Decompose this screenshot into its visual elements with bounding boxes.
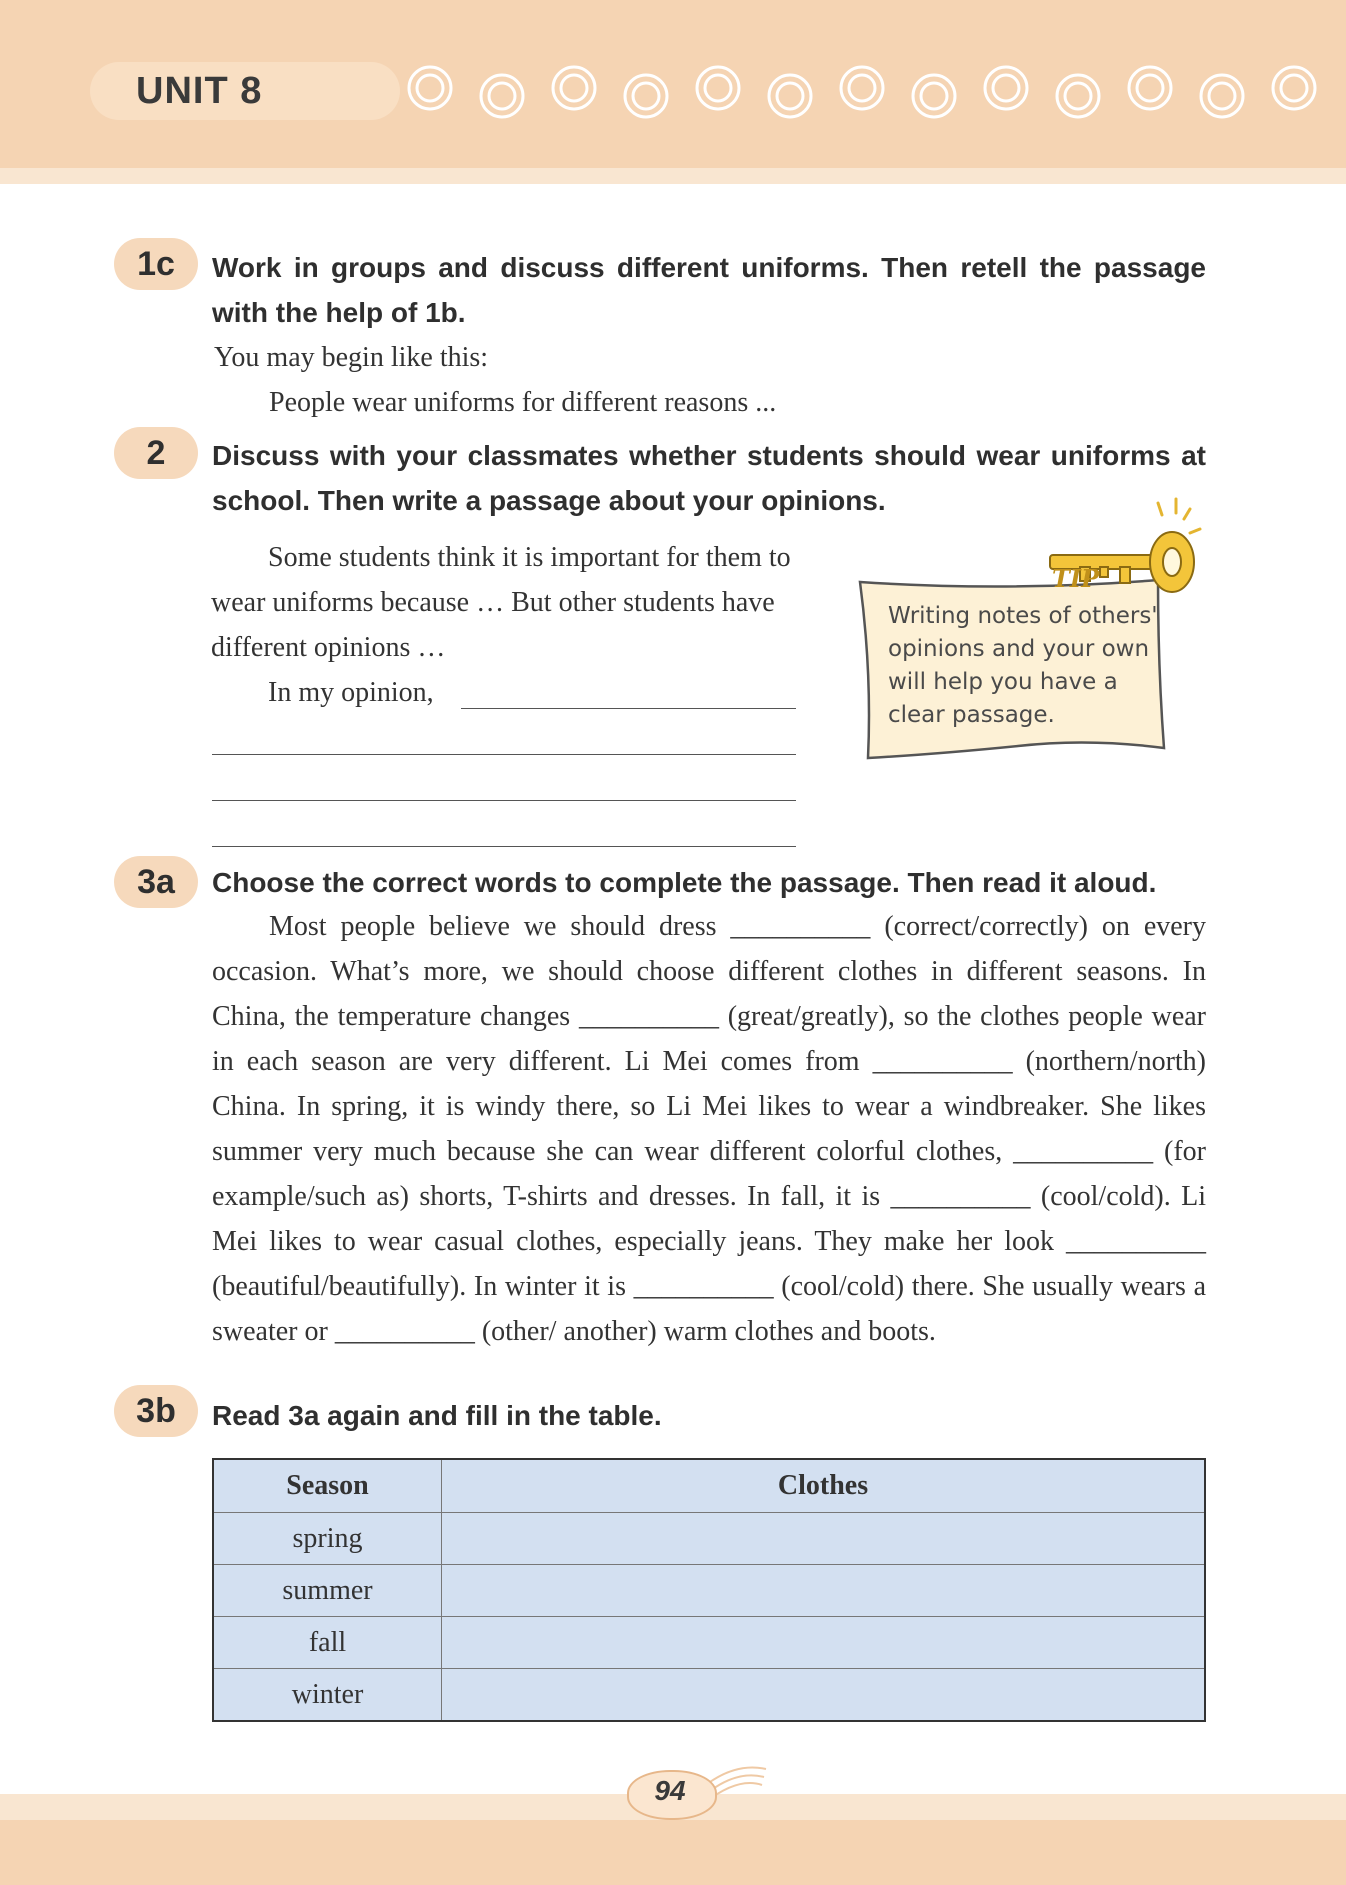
writing-blank-2[interactable]	[212, 754, 796, 755]
season-clothes-table	[212, 1458, 1206, 1722]
table-row	[213, 1513, 1205, 1565]
tip-text: Writing notes of others' opinions and your own will help you have a clear passage.	[888, 603, 1158, 728]
section-badge-1c: 1c	[114, 238, 198, 290]
table-row	[213, 1617, 1205, 1669]
table-cell-clothes-input[interactable]	[442, 1617, 1206, 1669]
section-3b-instruction: Read 3a again and fill in the table.	[212, 1400, 662, 1431]
section-badge-2: 2	[114, 427, 198, 479]
table-header-season: Season	[213, 1459, 442, 1513]
ring-decoration-icon	[400, 60, 1346, 130]
section-badge-3b: 3b	[114, 1385, 198, 1437]
key-icon	[1040, 495, 1210, 615]
section-3a-instruction: Choose the correct words to complete the passage. Then read it aloud.	[212, 867, 1157, 898]
page-number: 94	[654, 1775, 686, 1806]
table-row	[213, 1669, 1205, 1722]
writing-blank-4[interactable]	[212, 846, 796, 847]
table-header-row	[213, 1459, 1205, 1513]
table-cell-season: summer	[213, 1565, 442, 1617]
section-1c-instruction: Work in groups and discuss different uniforms. Then retell the passage with the help of 1b.	[212, 252, 1206, 328]
section-2-line-3: different opinions …	[211, 632, 446, 663]
section-3a-passage: Most people believe we should dress __________ (correct/correctly) on every occasion. What’s more, we should choose different clothes in different seasons. In China, the temperature changes __________ (great/greatly), so the clothes people wear in each season are very different. Li Mei comes from __________ (northern/north) China. In spring, it is windy there, so Li Mei likes to wear a windbreaker. She likes summer very much because she can wear different colorful clothes, __________ (for example/such as) shorts, T-shirts and dresses. In fall, it is __________ (cool/cold). Li Mei likes to wear casual clothes, especially jeans. They make her look __________ (beautiful/beautifully). In winter it is __________ (cool/cold) there. She usually wears a sweater or __________ (other/ another) warm clothes and boots.	[212, 911, 1206, 1347]
table-cell-clothes-input[interactable]	[442, 1669, 1206, 1722]
section-1c-example: People wear uniforms for different reasons ...	[269, 387, 777, 418]
section-1c-prompt: You may begin like this:	[214, 342, 489, 373]
table-cell-clothes-input[interactable]	[442, 1565, 1206, 1617]
section-2-instruction: Discuss with your classmates whether students should wear uniforms at school. Then write a passage about your opinions.	[212, 440, 1206, 516]
page-header-stripe	[0, 168, 1346, 184]
tip-label: TIP	[1052, 564, 1100, 593]
table-cell-season: winter	[213, 1669, 442, 1722]
table-cell-clothes-input[interactable]	[442, 1513, 1206, 1565]
writing-blank-1[interactable]	[461, 708, 796, 709]
section-2-line-4: In my opinion,	[268, 677, 434, 708]
table-cell-season: fall	[213, 1617, 442, 1669]
table-row	[213, 1565, 1205, 1617]
section-2-line-2: wear uniforms because … But other students have	[211, 587, 775, 618]
unit-title: UNIT 8	[136, 70, 263, 112]
table-header-clothes: Clothes	[442, 1459, 1206, 1513]
writing-blank-3[interactable]	[212, 800, 796, 801]
section-2-line-1: Some students think it is important for them to	[268, 542, 791, 573]
table-cell-season: spring	[213, 1513, 442, 1565]
section-badge-3a: 3a	[114, 856, 198, 908]
